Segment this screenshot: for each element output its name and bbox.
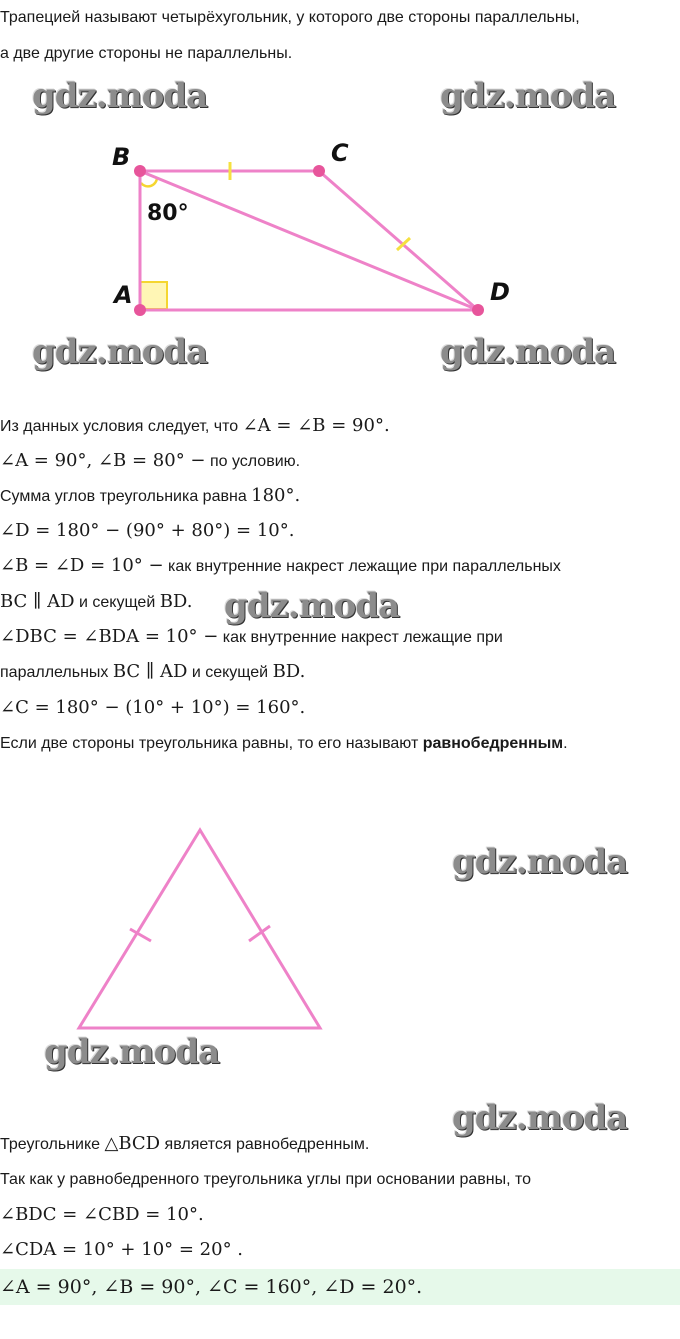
triangle [79,830,320,1028]
text: и секущей [187,664,273,681]
watermark: gdz.moda [452,842,628,882]
watermark: gdz.moda [452,1098,628,1138]
math: ∠D = 180° − (90° + 80°) = 10°. [0,520,295,541]
watermark: gdz.moda [32,332,208,372]
solution-line-10 [0,734,568,754]
conclusion-line-4 [0,1240,243,1261]
side-cd [319,171,478,310]
answer: ∠A = 90°, ∠B = 90°, ∠C = 160°, ∠D = 20°. [0,1276,423,1298]
math: ∠CDA = 10° + 10° = 20° . [0,1239,244,1260]
watermark: gdz.moda [440,332,616,372]
intro-line-2: а две другие стороны не параллельны. [0,45,293,62]
point-a [134,304,146,316]
trapezoid-figure [0,130,560,330]
math: ∠DBC = ∠BDA = 10° − [0,626,219,647]
math: ∠A = ∠B = 90°. [242,415,390,436]
conclusion-line-2: Так как у равнобедренного треугольника углы при основании равны, то [0,1171,532,1188]
angle-label-80: 80° [147,201,189,226]
bold-term: равнобедренным [422,735,564,752]
math: ∠B = ∠D = 10° − [0,555,164,576]
label-b: B [112,143,131,171]
label-a: A [114,281,133,309]
math: BD. [272,661,306,682]
text: как внутренние накрест лежащие при [218,629,503,646]
solution-line-6 [0,592,192,613]
conclusion-line-1 [0,1134,369,1155]
point-c [313,165,325,177]
solution-line-4 [0,521,294,542]
solution-line-3 [0,486,300,507]
label-c: C [331,139,349,167]
math: 180°. [251,485,301,506]
intro-line-1: Трапецией называют четырёхугольник, у которого две стороны параллельны, [0,9,580,26]
text: Сумма углов треугольника равна [0,488,252,505]
text: является равнобедренным. [160,1136,370,1153]
point-b [134,165,146,177]
text: Из данных условия следует, что [0,418,243,435]
label-d: D [490,278,510,306]
solution-line-5 [0,556,561,577]
text: по условию. [205,453,301,470]
math: BC ∥ AD [0,591,75,612]
solution-line-1 [0,416,390,437]
text: как внутренние накрест лежащие при параллельных [163,558,561,575]
solution-line-9 [0,698,305,719]
text: и секущей [74,594,160,611]
solution-line-2 [0,451,300,472]
point-d [472,304,484,316]
text: параллельных [0,664,113,681]
math: ∠BDC = ∠CBD = 10°. [0,1204,204,1225]
watermark: gdz.moda [440,76,616,116]
math: BD. [159,591,193,612]
text: Если две стороны треугольника равны, то его называют [0,735,423,752]
diagonal-bd [140,171,478,310]
solution-line-7 [0,627,503,648]
isosceles-triangle-figure [0,820,360,1040]
watermark: gdz.moda [44,1032,220,1072]
solution-line-8 [0,662,305,683]
text: Треугольнике [0,1136,105,1153]
math: ∠A = 90°, ∠B = 80° − [0,450,206,471]
text: . [563,735,568,752]
math: BC ∥ AD [112,661,188,682]
math: ∠C = 180° − (10° + 10°) = 160°. [0,697,306,718]
watermark: gdz.moda [224,586,400,626]
conclusion-line-3 [0,1205,204,1226]
right-angle-mark [140,282,167,309]
watermark: gdz.moda [32,76,208,116]
math: △BCD [104,1133,161,1154]
